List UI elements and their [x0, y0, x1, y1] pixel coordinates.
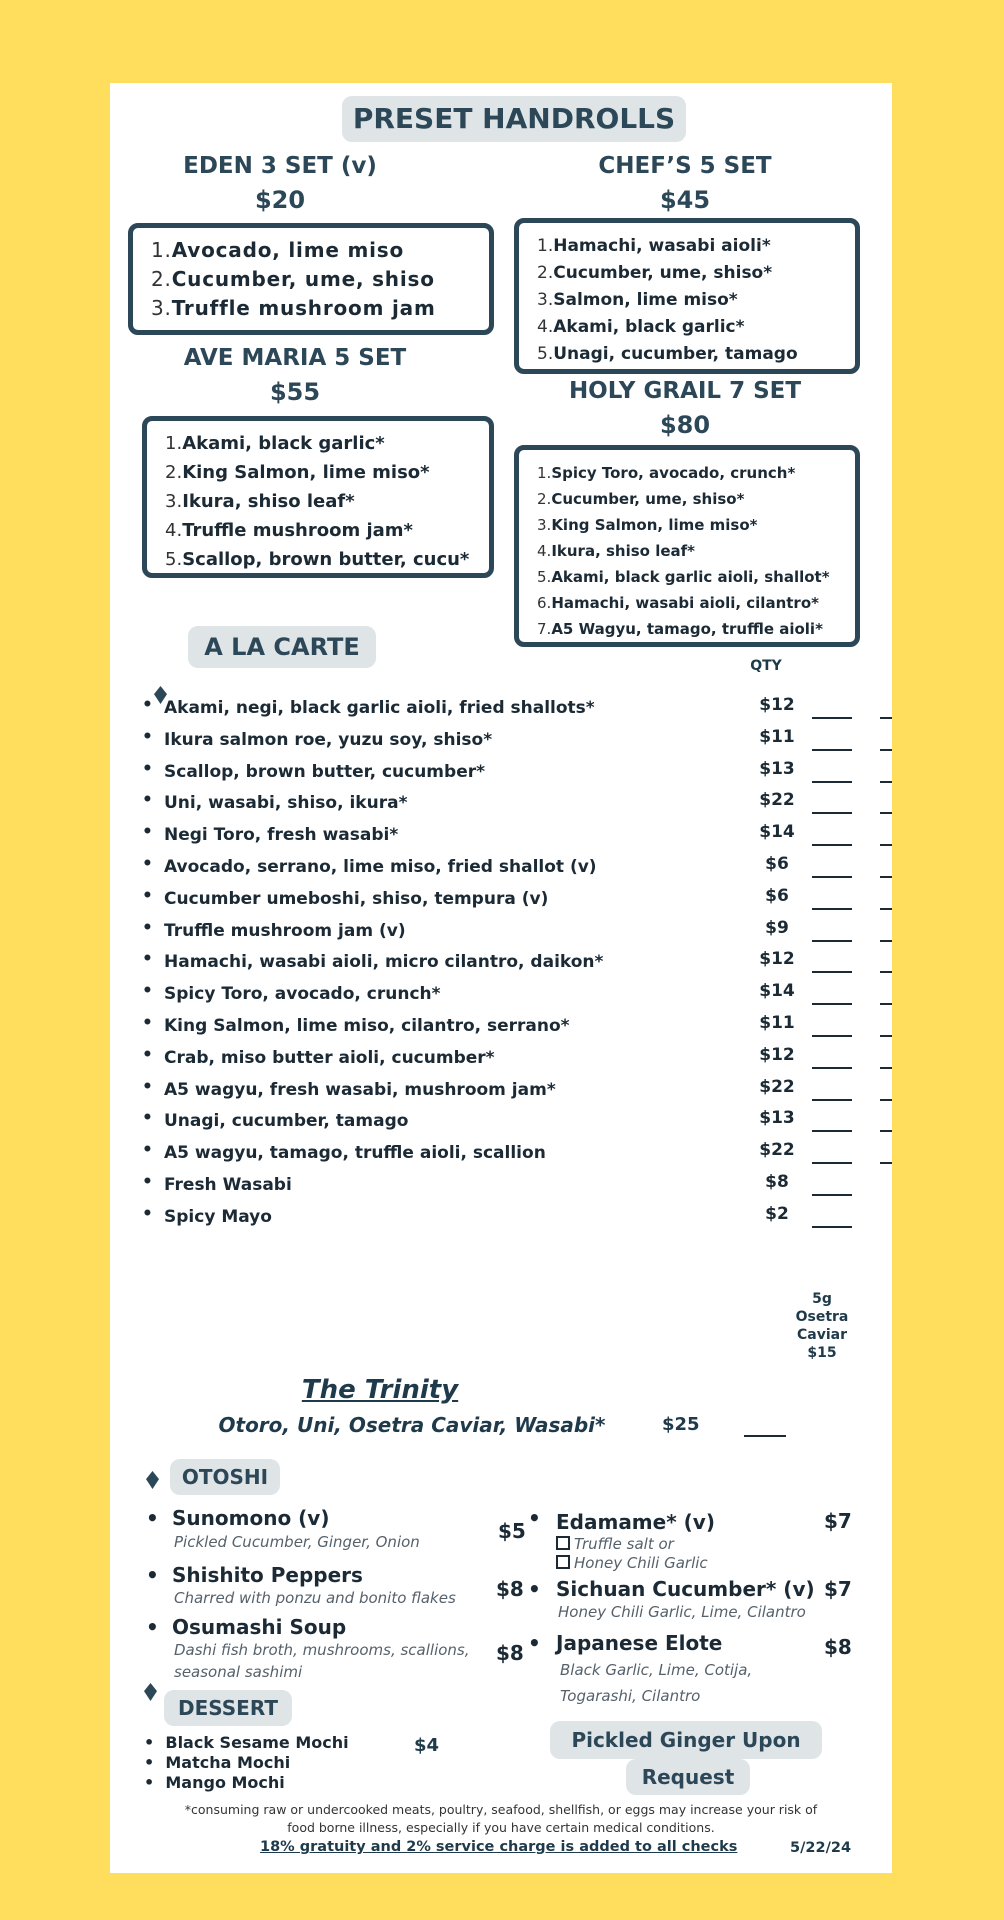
qty-line[interactable] — [880, 1035, 892, 1037]
set-item-text: Cucumber, ume, shiso — [171, 267, 435, 291]
qty-line[interactable] — [880, 876, 892, 878]
set-item-number: 5. — [537, 344, 554, 364]
set-item-number: 3. — [537, 290, 554, 310]
warning-line-2: food borne illness, especially if you have certain medical conditions. — [287, 1820, 715, 1835]
set-item-number: 4. — [537, 542, 552, 560]
set-item-number: 2. — [165, 462, 183, 483]
bullet: • — [142, 695, 153, 715]
set-item-number: 1. — [537, 464, 552, 482]
set-item-text: Hamachi, wasabi aioli* — [553, 236, 771, 256]
item-name: Avocado, serrano, lime miso, fried shallot (v) — [164, 857, 597, 877]
set-item-number: 2. — [537, 263, 554, 283]
set-item-text: Scallop, brown butter, cucu* — [182, 549, 470, 570]
item-name: Hamachi, wasabi aioli, micro cilantro, daikon* — [164, 952, 604, 973]
holy-grail-set-price: $80 — [659, 411, 711, 439]
set-item-number: 5. — [537, 568, 552, 586]
caviar-price: $15 — [807, 1345, 837, 1361]
set-item-text: Akami, black garlic aioli, shallot* — [551, 568, 830, 586]
qty-line[interactable] — [812, 812, 852, 814]
qty-line[interactable] — [812, 876, 852, 878]
bullet: • — [142, 885, 153, 906]
set-item-number: 2. — [151, 267, 172, 291]
item-name: Cucumber umeboshi, shiso, tempura (v) — [164, 888, 549, 909]
qty-line[interactable] — [812, 940, 852, 942]
qty-line[interactable] — [880, 940, 892, 942]
a-la-carte-item — [132, 886, 832, 916]
item-name: Unagi, cucumber, tamago — [164, 1111, 409, 1132]
set-item-text: Ikura, shiso leaf* — [551, 542, 695, 560]
otoshi-item-desc: seasonal sashimi — [174, 1663, 303, 1681]
item-price: $11 — [759, 726, 795, 747]
bullet: • — [142, 790, 153, 811]
trinity-price: $25 — [662, 1414, 700, 1435]
item-price: $22 — [759, 1140, 795, 1161]
set-item-text: King Salmon, lime miso* — [182, 462, 430, 483]
set-item-text: A5 Wagyu, tamago, truffle aioli* — [551, 620, 823, 638]
otoshi-item-option — [556, 1554, 708, 1572]
bullet: • — [142, 854, 153, 874]
a-la-carte-item — [132, 790, 832, 820]
item-price: $22 — [759, 1076, 795, 1097]
set-item — [537, 314, 855, 341]
a-la-carte-item — [132, 981, 832, 1011]
checkbox-icon[interactable] — [556, 1555, 570, 1569]
item-price: $2 — [765, 1203, 789, 1224]
holy-grail-set-title: HOLY GRAIL 7 SET — [568, 378, 802, 404]
chef-set-title: CHEF’S 5 SET — [598, 153, 772, 179]
dessert-list — [144, 1733, 349, 1793]
bullet: • — [142, 1076, 153, 1097]
set-item-text: Salmon, lime miso* — [553, 290, 738, 310]
qty-line[interactable] — [812, 1035, 852, 1037]
item-price: $12 — [759, 1044, 795, 1065]
set-item — [537, 287, 855, 314]
set-item-text: Akami, black garlic* — [182, 433, 385, 454]
raw-food-warning — [110, 1801, 892, 1837]
set-item — [151, 294, 489, 323]
set-item-text: Ikura, shiso leaf* — [182, 491, 355, 512]
bullet: • — [528, 1577, 541, 1601]
set-item — [165, 429, 489, 458]
bullet: • — [142, 1044, 153, 1065]
set-item — [537, 512, 855, 538]
set-item-text: Akami, black garlic* — [553, 317, 745, 337]
set-item-number: 1. — [151, 238, 172, 262]
bullet: • — [142, 726, 153, 747]
item-name: Truffle mushroom jam (v) — [164, 920, 406, 941]
otoshi-item-price: $7 — [824, 1577, 852, 1601]
item-name: A5 wagyu, tamago, truffle aioli, scallion — [164, 1143, 546, 1164]
chef-set-box — [514, 218, 860, 374]
set-item — [537, 616, 855, 642]
qty-line[interactable] — [880, 844, 892, 846]
bullet: • — [146, 1563, 159, 1587]
otoshi-item-desc: Black Garlic, Lime, Cotija, — [560, 1661, 753, 1679]
a-la-carte-item — [132, 822, 832, 852]
bullet: • — [146, 1506, 159, 1530]
set-item — [537, 260, 855, 287]
option-label: Honey Chili Garlic — [574, 1554, 708, 1572]
otoshi-item-desc: Honey Chili Garlic, Lime, Cilantro — [558, 1603, 806, 1621]
item-price: $8 — [765, 1172, 789, 1192]
qty-line[interactable] — [812, 1003, 852, 1005]
caviar-note — [790, 1290, 854, 1362]
otoshi-item-price: $7 — [824, 1509, 852, 1533]
set-item-number: 6. — [537, 594, 552, 612]
caviar-line-3: Caviar — [797, 1327, 847, 1343]
set-item-text: Cucumber, ume, shiso* — [553, 263, 773, 283]
set-item-text: Avocado, lime miso — [171, 238, 405, 262]
set-item — [151, 265, 489, 294]
a-la-carte-item — [132, 949, 832, 979]
qty-line[interactable] — [880, 1099, 892, 1101]
qty-line[interactable] — [812, 1162, 852, 1164]
set-item-number: 1. — [537, 236, 554, 256]
set-item-number: 3. — [151, 296, 172, 320]
dessert-diamond-icon — [144, 1683, 157, 1701]
set-item-number: 2. — [537, 490, 552, 508]
item-name: Negi Toro, fresh wasabi* — [164, 825, 399, 846]
set-item-number: 4. — [165, 520, 183, 541]
otoshi-item-desc: Pickled Cucumber, Ginger, Onion — [174, 1533, 420, 1551]
qty-line[interactable] — [812, 1130, 852, 1132]
gratuity-notice: 18% gratuity and 2% service charge is added to all checks — [260, 1839, 738, 1855]
otoshi-heading: OTOSHI — [170, 1459, 280, 1495]
item-price: $6 — [765, 854, 789, 874]
menu-date: 5/22/24 — [790, 1840, 852, 1856]
a-la-carte-item — [132, 727, 832, 757]
set-item-text: Spicy Toro, avocado, crunch* — [551, 464, 796, 482]
set-item — [151, 236, 489, 265]
set-item — [165, 487, 489, 516]
set-item — [165, 545, 489, 574]
a-la-carte-item — [132, 1077, 832, 1107]
qty-line[interactable] — [880, 1162, 892, 1164]
trinity-qty-line — [744, 1435, 786, 1437]
a-la-carte-item — [132, 695, 832, 725]
bullet: • — [144, 1753, 155, 1772]
a-la-carte-item — [132, 759, 832, 789]
set-item — [537, 486, 855, 512]
otoshi-item-desc: Dashi fish broth, mushrooms, scallions, — [174, 1641, 470, 1659]
qty-line[interactable] — [880, 749, 892, 751]
checkbox-icon[interactable] — [556, 1536, 570, 1550]
set-item-number: 3. — [165, 491, 183, 512]
set-item-text: Truffle mushroom jam — [171, 296, 436, 320]
set-item-number: 5. — [165, 549, 183, 570]
item-name: Ikura salmon roe, yuzu soy, shiso* — [164, 729, 493, 750]
set-item-number: 3. — [537, 516, 552, 534]
eden-set-price: $20 — [254, 186, 306, 214]
qty-label: QTY — [750, 658, 782, 674]
ave-maria-set-box — [142, 416, 494, 578]
item-price: $12 — [759, 949, 795, 970]
pickled-ginger-line-1: Pickled Ginger Upon — [550, 1721, 822, 1759]
item-name: A5 wagyu, fresh wasabi, mushroom jam* — [164, 1079, 556, 1100]
qty-line[interactable] — [880, 717, 892, 719]
a-la-carte-item — [132, 1204, 832, 1234]
otoshi-item-price: $8 — [824, 1635, 852, 1659]
chef-set-price: $45 — [659, 186, 711, 214]
item-price: $6 — [765, 885, 789, 906]
set-item-text: Cucumber, ume, shiso* — [551, 490, 745, 508]
set-item — [537, 564, 855, 590]
dessert-item — [144, 1773, 349, 1793]
option-label: Truffle salt or — [574, 1535, 674, 1553]
item-name: Spicy Mayo — [164, 1206, 272, 1227]
bullet: • — [142, 949, 153, 970]
ave-maria-set-title: AVE MARIA 5 SET — [183, 345, 407, 371]
qty-line[interactable] — [880, 1067, 892, 1069]
bullet: • — [142, 1108, 153, 1129]
trinity-items: Otoro, Uni, Osetra Caviar, Wasabi* — [218, 1413, 606, 1437]
bullet: • — [142, 1203, 153, 1224]
caviar-line-2: Osetra — [795, 1309, 849, 1325]
preset-handrolls-heading: PRESET HANDROLLS — [342, 96, 686, 142]
a-la-carte-item — [132, 918, 832, 948]
otoshi-item-option — [556, 1535, 674, 1553]
qty-line[interactable] — [880, 781, 892, 783]
item-name: Uni, wasabi, shiso, ikura* — [164, 793, 408, 814]
caviar-line-1: 5g — [812, 1291, 832, 1307]
set-item — [537, 538, 855, 564]
qty-line[interactable] — [812, 971, 852, 973]
eden-set-title: EDEN 3 SET (v) — [183, 153, 377, 179]
item-price: $13 — [759, 758, 795, 779]
qty-line[interactable] — [812, 844, 852, 846]
set-item — [537, 233, 855, 260]
set-item-number: 4. — [537, 317, 554, 337]
dessert-item-name: Black Sesame Mochi — [165, 1733, 349, 1752]
qty-line[interactable] — [880, 908, 892, 910]
qty-line[interactable] — [880, 1003, 892, 1005]
qty-line[interactable] — [812, 908, 852, 910]
a-la-carte-item — [132, 1013, 832, 1043]
eden-set-box — [128, 223, 494, 335]
set-item — [537, 590, 855, 616]
bullet: • — [144, 1773, 155, 1792]
item-name: King Salmon, lime miso, cilantro, serrano* — [164, 1016, 570, 1036]
item-price: $9 — [765, 917, 789, 938]
set-item — [537, 460, 855, 486]
qty-line[interactable] — [880, 1130, 892, 1132]
item-price: $22 — [759, 790, 795, 811]
qty-line[interactable] — [812, 717, 852, 719]
bullet: • — [142, 917, 153, 938]
qty-line[interactable] — [812, 1194, 852, 1196]
qty-line[interactable] — [880, 812, 892, 814]
qty-line[interactable] — [812, 1226, 852, 1228]
qty-line[interactable] — [812, 749, 852, 751]
bullet: • — [142, 1013, 153, 1033]
dessert-item — [144, 1753, 349, 1773]
a-la-carte-item — [132, 1140, 832, 1170]
set-item — [537, 341, 855, 368]
qty-line[interactable] — [812, 1099, 852, 1101]
bullet: • — [142, 1140, 153, 1161]
trinity-title: The Trinity — [301, 1375, 459, 1405]
bullet: • — [528, 1631, 541, 1655]
qty-line[interactable] — [812, 1067, 852, 1069]
ave-maria-set-price: $55 — [269, 378, 321, 406]
set-item-text: Unagi, cucumber, tamago — [553, 344, 798, 364]
dessert-price: $4 — [414, 1735, 440, 1756]
holy-grail-set-box — [514, 445, 860, 647]
warning-line-1: *consuming raw or undercooked meats, poultry, seafood, shellfish, or eggs may increase your risk of — [184, 1802, 818, 1817]
bullet: • — [146, 1615, 159, 1639]
menu-card — [110, 83, 892, 1873]
set-item-text: Hamachi, wasabi aioli, cilantro* — [551, 594, 819, 612]
a-la-carte-item — [132, 854, 832, 884]
bullet: • — [142, 822, 153, 843]
otoshi-item-price: $8 — [496, 1641, 524, 1665]
pickled-ginger-line-2: Request — [626, 1759, 750, 1795]
otoshi-item-price: $8 — [496, 1577, 524, 1601]
item-name: Scallop, brown butter, cucumber* — [164, 761, 485, 782]
item-price: $14 — [759, 822, 795, 843]
otoshi-item-name: Sunomono (v) — [172, 1506, 330, 1530]
otoshi-item-price: $5 — [498, 1519, 526, 1543]
bullet: • — [144, 1733, 155, 1752]
dessert-item — [144, 1733, 349, 1753]
set-item — [165, 458, 489, 487]
item-price: $12 — [759, 695, 795, 715]
a-la-carte-item — [132, 1045, 832, 1075]
otoshi-item-name: Japanese Elote — [556, 1631, 723, 1655]
otoshi-item-desc: Charred with ponzu and bonito flakes — [174, 1589, 456, 1607]
bullet: • — [142, 1172, 153, 1192]
a-la-carte-item — [132, 1108, 832, 1138]
set-item-text: King Salmon, lime miso* — [551, 516, 758, 534]
otoshi-diamond-icon — [146, 1471, 159, 1489]
dessert-item-name: Mango Mochi — [165, 1773, 285, 1792]
qty-line[interactable] — [880, 971, 892, 973]
item-name: Fresh Wasabi — [164, 1175, 292, 1195]
set-item — [165, 516, 489, 545]
otoshi-item-desc: Togarashi, Cilantro — [560, 1687, 701, 1705]
otoshi-item-name: Edamame* (v) — [556, 1510, 715, 1534]
set-item-text: Truffle mushroom jam* — [182, 520, 413, 541]
dessert-item-name: Matcha Mochi — [165, 1753, 291, 1772]
dessert-heading: DESSERT — [164, 1690, 292, 1726]
a-la-carte-heading: A LA CARTE — [188, 626, 376, 668]
bullet: • — [142, 981, 153, 1002]
item-name: Crab, miso butter aioli, cucumber* — [164, 1047, 495, 1068]
bullet: • — [528, 1506, 541, 1530]
set-item-number: 1. — [165, 433, 183, 454]
item-price: $13 — [759, 1108, 795, 1129]
item-name: Spicy Toro, avocado, crunch* — [164, 984, 441, 1005]
otoshi-item-name: Sichuan Cucumber* (v) — [556, 1577, 815, 1601]
a-la-carte-item — [132, 1172, 832, 1202]
set-item-number: 7. — [537, 620, 552, 638]
otoshi-item-name: Osumashi Soup — [172, 1615, 347, 1639]
qty-line[interactable] — [812, 781, 852, 783]
item-price: $14 — [759, 981, 795, 1002]
item-price: $11 — [759, 1013, 795, 1033]
item-name: Akami, negi, black garlic aioli, fried shallots* — [164, 698, 595, 718]
bullet: • — [142, 758, 153, 779]
otoshi-item-name: Shishito Peppers — [172, 1563, 363, 1587]
